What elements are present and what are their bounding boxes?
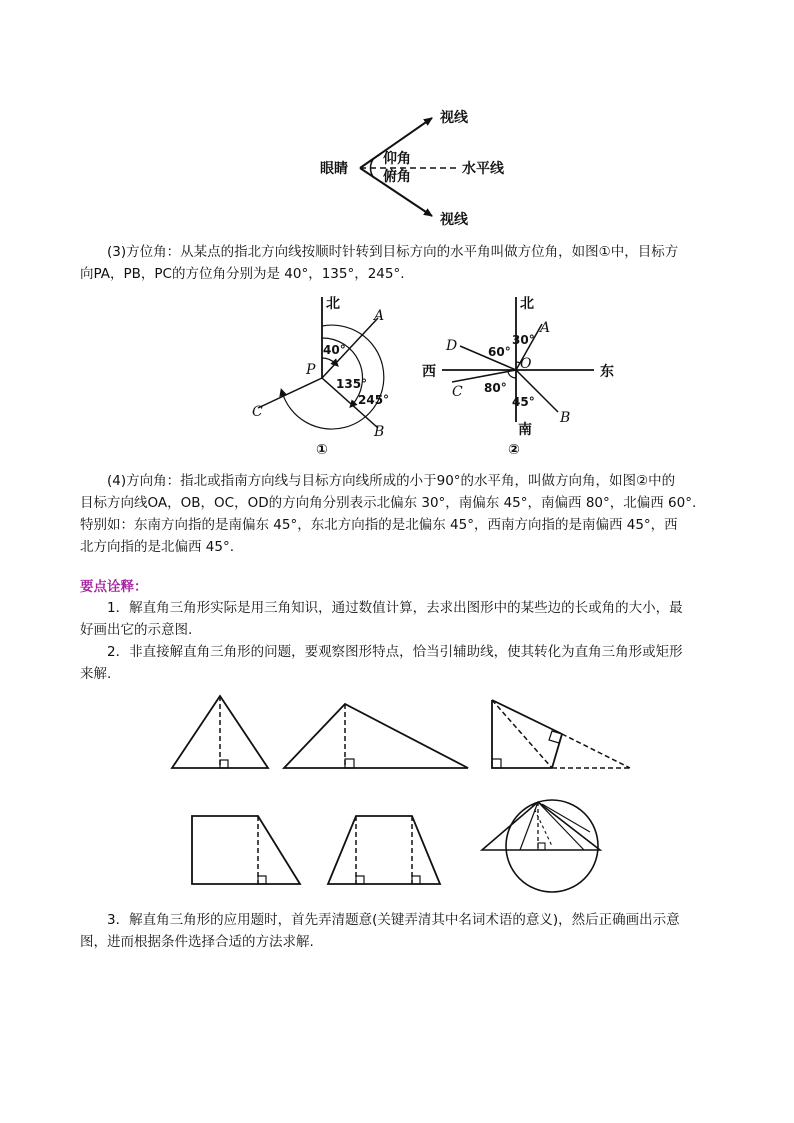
angle-40-label: 40° [323, 343, 346, 357]
east-label: 东 [600, 364, 614, 380]
triangle-figures-row-1 [160, 688, 640, 776]
azimuth-figure-1 [240, 292, 410, 462]
scalene-triangle-figure [284, 704, 468, 768]
point-c-label: C [252, 404, 263, 420]
elevation-label: 仰角 [383, 151, 411, 167]
west-label: 西 [422, 364, 436, 380]
north-label: 北 [520, 296, 534, 312]
angle-245-label: 245° [358, 393, 390, 407]
angle-135-label: 135° [336, 377, 368, 391]
quadrilateral-figures-row-2 [180, 798, 620, 898]
point-p-label: P [306, 362, 316, 378]
point-b-label: B [560, 410, 571, 426]
ray-pc [258, 378, 322, 408]
point-b-label: B [374, 424, 385, 440]
paragraph-line: (4)方向角：指北或指南方向线与目标方向线所成的小于90°的水平角，叫做方向角，如图②中的 [107, 473, 676, 489]
point-c-label: C [452, 384, 463, 400]
south-label: 南 [518, 422, 532, 438]
upper-sight-label: 视线 [440, 110, 468, 126]
point-a-label: A [540, 320, 551, 336]
depression-label: 俯角 [383, 169, 411, 185]
direction-figure-2 [416, 292, 626, 462]
right-trapezoid-figure [192, 816, 300, 884]
paragraph-line: (3)方位角：从某点的指北方向线按顺时针转到目标方向的水平角叫做方位角，如图①中，目标方 [107, 244, 679, 260]
sight-line-diagram [300, 100, 540, 235]
angle-60-label: 60° [488, 345, 511, 359]
key-point-3 [80, 909, 720, 953]
point-o-label: O [520, 356, 532, 372]
figure-2-caption: ② [508, 442, 520, 458]
arc-245 [282, 325, 384, 429]
lower-sight-label: 视线 [440, 212, 468, 228]
angle-45-label: 45° [512, 395, 535, 409]
circle-triangle-figure [482, 800, 600, 892]
right-triangle-extended-figure [492, 700, 630, 768]
arc-40 [322, 358, 336, 364]
figure-1-caption: ① [316, 442, 328, 458]
paragraph-line: 1．解直角三角形实际是用三角知识，通过数值计算，去求出图形中的某些边的长或角的大小，最 [107, 600, 683, 616]
paragraph-line: 2．非直接解直角三角形的问题，要观察图形特点，恰当引辅助线，使其转化为直角三角形或矩形 [107, 644, 683, 660]
paragraph-line: 目标方向线OA，OB，OC，OD的方向角分别表示北偏东 30°，南偏东 45°，南偏西 80°，北偏西 60°. [80, 495, 697, 511]
isosceles-triangle-figure [172, 696, 268, 768]
key-point-1 [80, 597, 720, 641]
horizontal-label: 水平线 [462, 161, 504, 177]
paragraph-line: 特别如：东南方向指的是南偏东 45°，东北方向指的是北偏东 45°，西南方向指的是南偏西 45°，西 [80, 517, 678, 533]
point-a-label: A [374, 308, 385, 324]
angle-30-label: 30° [512, 333, 535, 347]
key-points-heading: 要点诠释： [80, 579, 148, 595]
paragraph-line: 北方向指的是北偏西 45°. [80, 539, 235, 555]
key-point-2 [80, 641, 720, 685]
paragraph-line: 图，进而根据条件选择合适的方法求解. [80, 934, 314, 950]
paragraph-line: 来解. [80, 666, 112, 682]
paragraph-direction-angle [80, 470, 720, 558]
north-label: 北 [326, 296, 340, 312]
point-d-label: D [446, 338, 458, 354]
eye-label: 眼睛 [320, 161, 348, 177]
paragraph-azimuth [80, 241, 720, 285]
arc-bottom [508, 372, 516, 378]
isosceles-trapezoid-figure [328, 816, 440, 884]
paragraph-line: 好画出它的示意图. [80, 622, 193, 638]
paragraph-line: 3．解直角三角形的应用题时，首先弄清题意(关键弄清其中名词术语的意义)，然后正确画出示意 [107, 912, 680, 928]
angle-80-label: 80° [484, 381, 507, 395]
paragraph-line: 向PA，PB，PC的方位角分别为是 40°，135°，245°. [80, 266, 405, 282]
